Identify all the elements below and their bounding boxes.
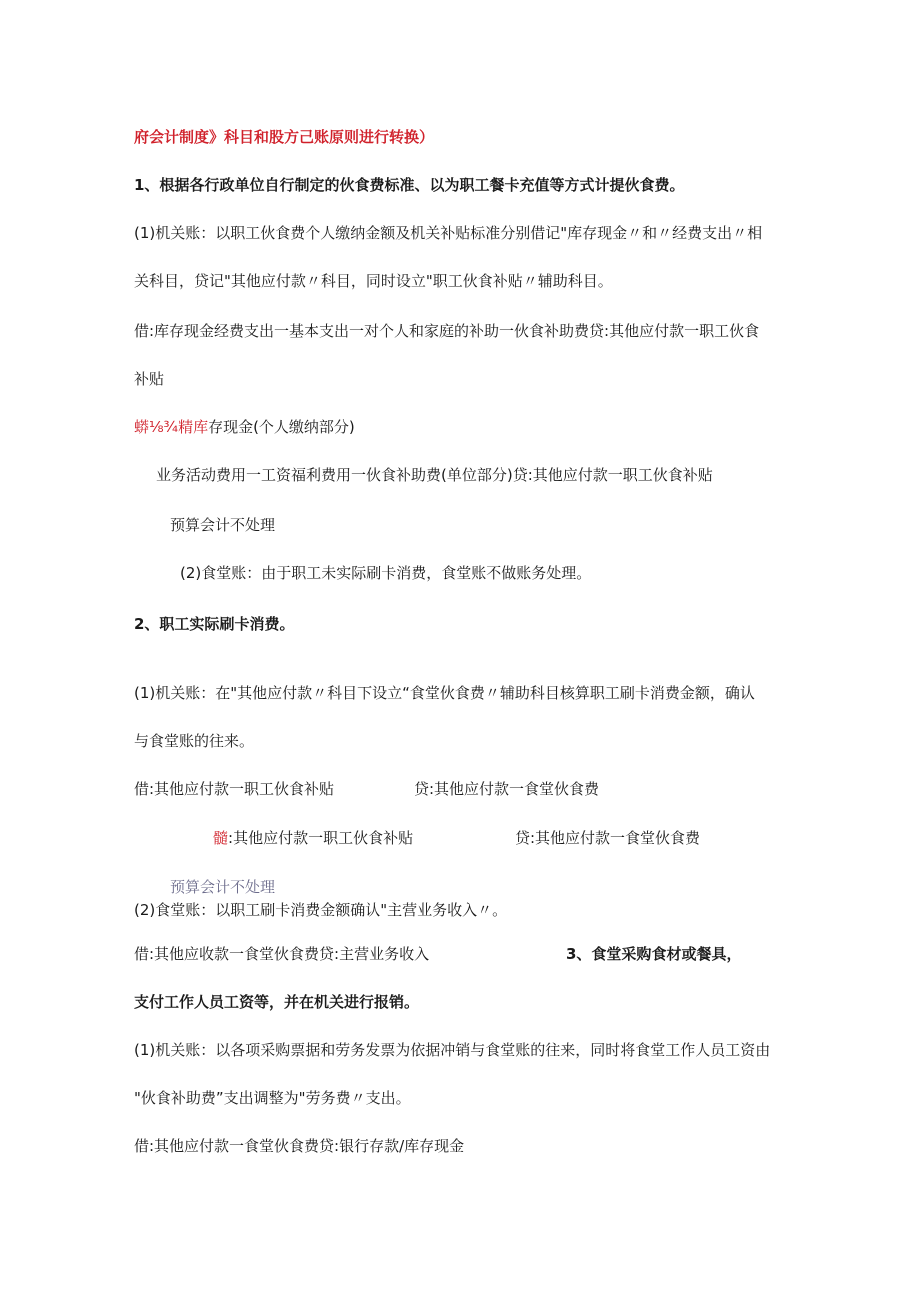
- paragraph-line: "伙食补助费”支出调整为"劳务费〃支出。: [134, 1089, 411, 1107]
- garbled-text: 蟒⅛¾精库: [134, 418, 209, 436]
- heading-fragment: 府会计制度》科目和股方己账原则进行转换）: [134, 128, 435, 146]
- paragraph-line: (2)食堂账：由于职工未实际刷卡消费，食堂账不做账务处理。: [180, 564, 592, 582]
- journal-credit: 贷:其他应付款一食堂伙食费: [515, 829, 701, 847]
- journal-credit: 贷:其他应付款一食堂伙食费: [414, 780, 600, 798]
- journal-entry-line: 借:其他应付款一食堂伙食费贷:银行存款/库存现金: [134, 1137, 465, 1155]
- garbled-text: 髓: [213, 829, 229, 847]
- budget-note: 预算会计不处理: [170, 516, 276, 534]
- paragraph-line: 与食堂账的往来。: [134, 732, 255, 750]
- journal-entry-line: 借:其他应收款一食堂伙食费贷:主营业务收入: [134, 945, 430, 963]
- journal-entry-line: 业务活动费用一工资福利费用一伙食补助费(单位部分)贷:其他应付款一职工伙食补贴: [156, 466, 713, 484]
- journal-entry-line: 补贴: [134, 370, 165, 388]
- entry-text: 存现金(个人缴纳部分): [208, 418, 355, 436]
- paragraph-line: (2)食堂账：以职工刷卡消费金额确认"主营业务收入〃。: [134, 901, 508, 919]
- paragraph-line: (1)机关账：以各项采购票据和劳务发票为依据冲销与食堂账的往来，同时将食堂工作人员工资由: [134, 1041, 771, 1059]
- budget-note: 预算会计不处理: [170, 878, 276, 896]
- entry-text: :其他应付款一职工伙食补贴: [228, 829, 414, 847]
- section-3-heading: 3、食堂采购食材或餐具，: [566, 945, 742, 963]
- paragraph-line: (1)机关账：以职工伙食费个人缴纳金额及机关补贴标准分别借记"库存现金〃和〃经费支出〃相: [134, 224, 763, 242]
- journal-entry-line: [134, 417, 355, 437]
- journal-debit: 借:其他应付款一职工伙食补贴: [134, 780, 335, 798]
- journal-entry-line: 借:库存现金经费支出一基本支出一对个人和家庭的补助一伙食补助费贷:其他应付款一职工伙食: [134, 322, 760, 340]
- paragraph-line: (1)机关账：在"其他应付款〃科目下设立“食堂伙食费〃辅助科目核算职工刷卡消费金额，确认: [134, 684, 755, 702]
- paragraph-line: 关科目，贷记"其他应付款〃科目，同时设立"职工伙食补贴〃辅助科目。: [134, 272, 613, 290]
- section-3-heading-cont: 支付工作人员工资等，并在机关进行报销。: [134, 993, 420, 1011]
- section-1-heading: 1、根据各行政单位自行制定的伙食费标准、以为职工餐卡充值等方式计提伙食费。: [134, 176, 685, 194]
- journal-debit: [213, 828, 413, 848]
- section-2-heading: 2、职工实际刷卡消费。: [134, 615, 295, 633]
